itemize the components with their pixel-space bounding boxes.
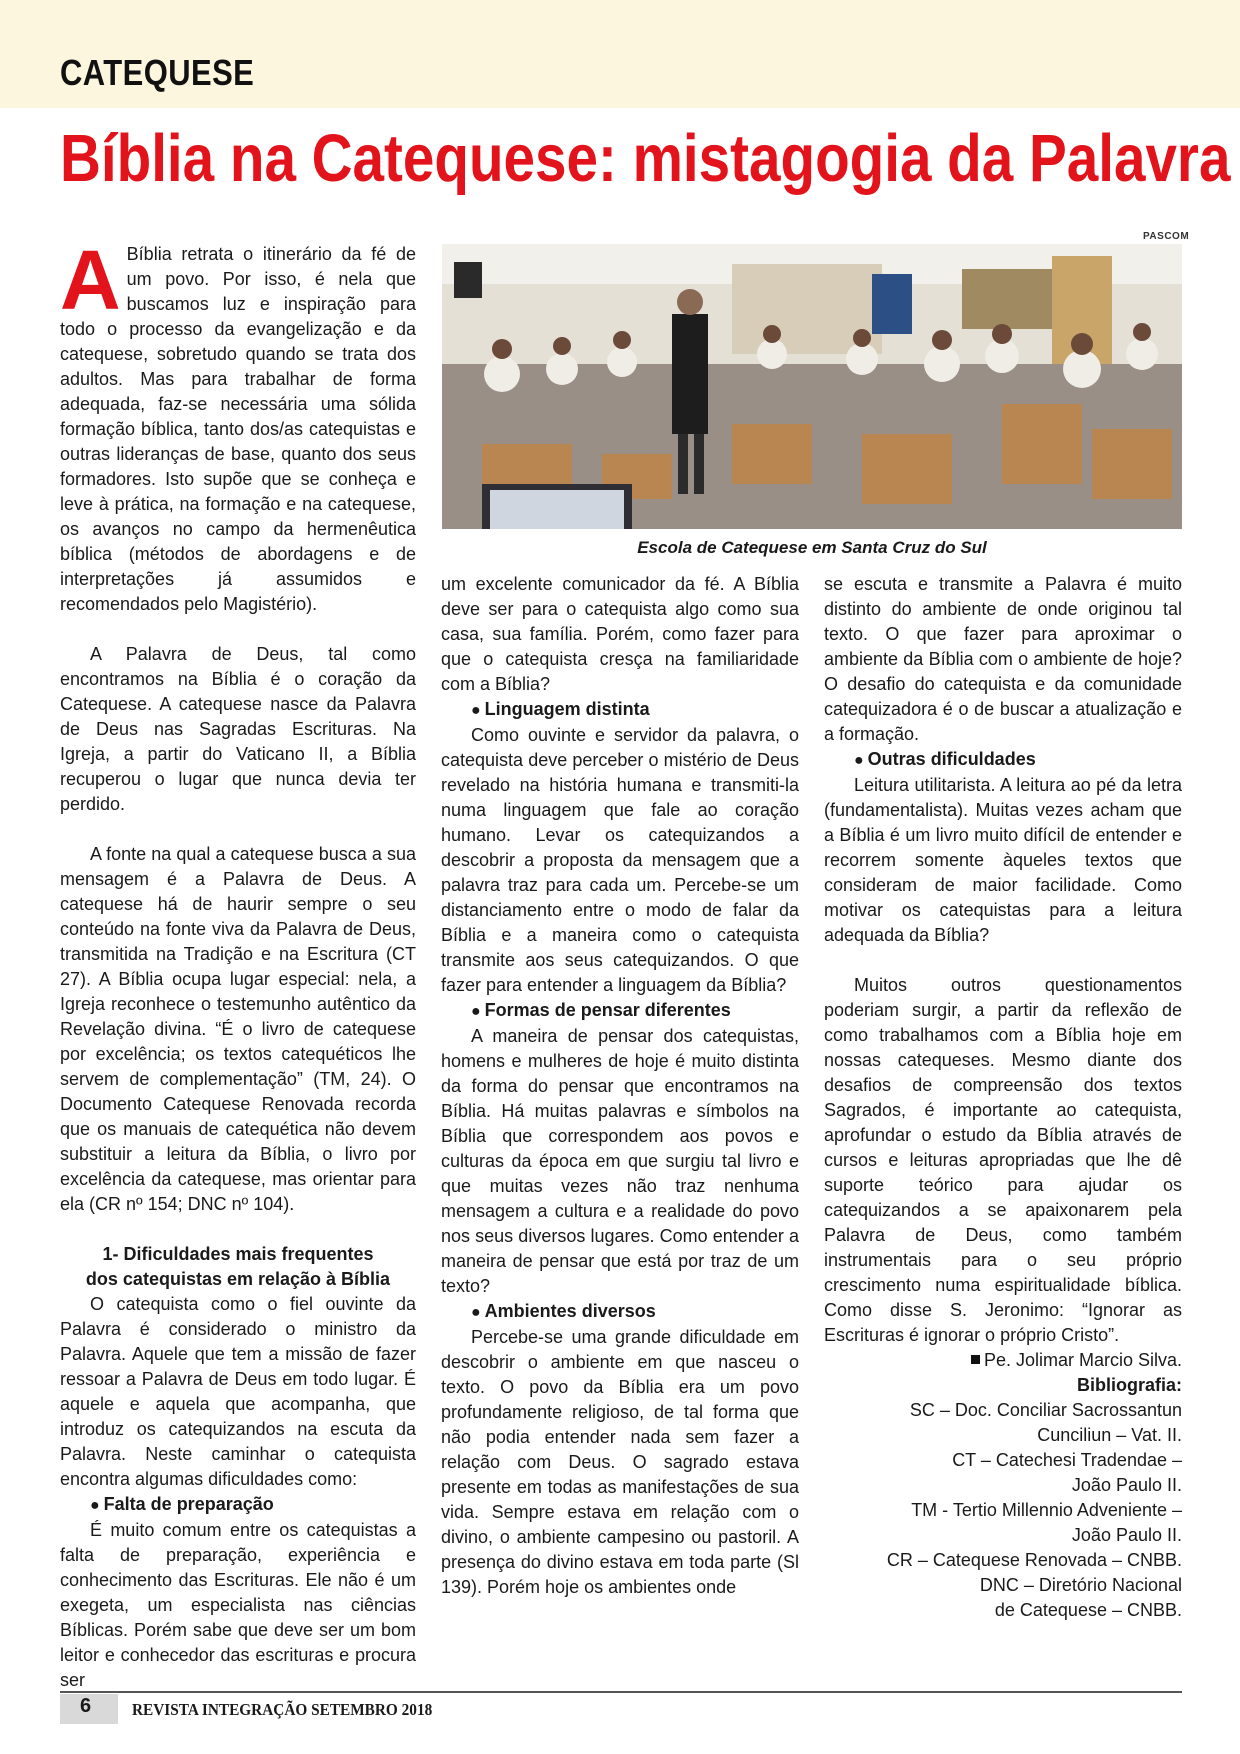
paragraph: se escuta e transmite a Palavra é muito distinto do ambiente de onde originou tal texto. O que fazer para aproximar o ambiente da Bíblia com o ambiente de hoje? O desafio do catequista e da comunidade catequizadora é o de buscar a atualização e a formação. [824, 574, 1182, 744]
subheading-text: Outras dificuldades [867, 749, 1036, 769]
bibliography-line: SC – Doc. Conciliar Sacrossantun [909, 1400, 1182, 1420]
subheading-text: Falta de preparação [103, 1494, 274, 1514]
section-heading-line: dos catequistas em relação à Bíblia [85, 1269, 391, 1289]
section-heading [60, 1242, 416, 1292]
column-3 [824, 572, 1182, 1623]
bibliography-line: João Paulo II. [1071, 1475, 1182, 1495]
bibliography-line: TM - Tertio Millennio Adveniente – [911, 1500, 1182, 1520]
drop-cap: A [60, 233, 121, 327]
page-number: 6 [80, 1695, 92, 1717]
column-1 [60, 233, 416, 1693]
bullet-icon: ● [854, 752, 864, 769]
subheading [60, 1492, 416, 1518]
paragraph: Como ouvinte e servidor da palavra, o catequista deve perceber o mistério de Deus revelado na história humana e transmiti-la numa linguagem que fale ao coração humano. Levar os catequizandos a descobrir a proposta da mensagem que a palavra traz para cada um. Percebe-se um distanciamento entre o modo de falar da Bíblia e a maneira como o catequista transmite aos seus catequizandos. O que fazer para entender a linguagem da Bíblia? [441, 725, 799, 995]
subheading-text: Linguagem distinta [484, 699, 650, 719]
bullet-icon: ● [90, 1497, 100, 1514]
photo-credit: PASCOM [1143, 231, 1190, 242]
paragraph: Muitos outros questionamentos poderiam surgir, a partir da reflexão de como trabalhamos com a Bíblia hoje em nossas catequeses. Mesmo diante dos desafios de compreensão dos textos Sagrados, é importante ao catequista, aprofundar o estudo da Bíblia através de cursos e leituras apropriadas que lhe dê suporte teórico para ajudar os catequizandos a se apaixonarem pela Palavra de Deus, como também instrumentais para o seu próprio crescimento numa espiritualidade bíblica. Como disse S. Jeronimo: “Ignorar as Escrituras é ignorar o próprio Cristo”. [824, 975, 1182, 1345]
author-name: Pe. Jolimar Marcio Silva. [983, 1350, 1182, 1370]
subheading [824, 747, 1182, 773]
paragraph: A fonte na qual a catequese busca a sua mensagem é a Palavra de Deus. A catequese há de haurir sempre o seu conteúdo na fonte viva da Palavra de Deus, transmitida na Tradição e na Escritura (CT 27). A Bíblia ocupa lugar especial: nela, a Igreja reconhece o testemunho autêntico da Revelação divina. “É o livro de catequese por excelência; os textos catequéticos lhe servem de complementação” (TM, 24). O Documento Catequese Renovada recorda que os manuais de catequética não devem substituir a leitura da Bíblia, o livro por excelência da catequese, mas orientar para ela (CR nº 154; DNC nº 104). [60, 844, 416, 1214]
bullet-icon: ● [471, 1003, 481, 1020]
footer-rule [60, 1691, 1182, 1693]
bibliography-line: CT – Catechesi Tradendae – [952, 1450, 1182, 1470]
subheading-text: Formas de pensar diferentes [484, 1000, 731, 1020]
bibliography-line: CR – Catequese Renovada – CNBB. [886, 1550, 1182, 1570]
bibliography-line: Cunciliun – Vat. II. [1037, 1425, 1182, 1445]
bibliography-title: Bibliografia: [1076, 1375, 1182, 1395]
bibliography-line: DNC – Diretório Nacional [979, 1575, 1182, 1595]
section-label: CATEQUESE [60, 52, 255, 93]
paragraph: Leitura utilitarista. A leitura ao pé da letra (fundamentalista). Muitas vezes acham que a Bíblia é um livro muito difícil de entender e recorrem somente àqueles textos que consideram de maior facilidade. Como motivar os catequistas para a leitura adequada da Bíblia? [824, 775, 1182, 945]
author-signature [824, 1348, 1182, 1373]
paragraph: O catequista como o fiel ouvinte da Palavra é considerado o ministro da Palavra. Aquele que tem a missão de fazer ressoar a Palavra de Deus em todo lugar. É aquele e aquela que acompanha, que introduz os catequizandos na escuta da Palavra. Neste caminhar o catequista encontra algumas dificuldades como: [60, 1294, 416, 1489]
bullet-icon: ● [471, 702, 481, 719]
bibliography-line: de Catequese – CNBB. [994, 1600, 1182, 1620]
classroom-photo [442, 244, 1182, 529]
square-bullet-icon [971, 1355, 980, 1364]
paragraph: um excelente comunicador da fé. A Bíblia deve ser para o catequista algo como sua casa, sua família. Porém, como fazer para que o catequista cresça na familiaridade com a Bíblia? [441, 574, 799, 694]
subheading [441, 1299, 799, 1325]
section-heading-line: 1- Dificuldades mais frequentes [102, 1244, 374, 1264]
paragraph: A maneira de pensar dos catequistas, homens e mulheres de hoje é muito distinta da forma do pensar que encontramos na Bíblia. Há muitas palavras e símbolos na Bíblia que correspondem aos povos e culturas da época em que surgiu tal livro e que muitas vezes não traz nenhuma mensagem a cultura e a realidade do povo nos seus diversos lugares. Como entender a maneira de pensar que está por traz de um texto? [441, 1026, 799, 1296]
paragraph-intro [60, 233, 416, 617]
paragraph: Percebe-se uma grande dificuldade em descobrir o ambiente em que nasceu o texto. O povo da Bíblia era um povo profundamente religioso, de tal forma que não podia entender nada sem fazer a relação com Deus. O sagrado estava presente em todas as manifestações de sua vida. Sempre estava em relação com o divino, o ambiente campesino ou pastoril. A presença do divino estava em toda parte (Sl 139). Porém hoje os ambientes onde [441, 1327, 799, 1597]
paragraph: É muito comum entre os catequistas a falta de preparação, experiência e conhecimento das Escrituras. Ele não é um exegeta, um especialista nas ciências Bíblicas. Porém sabe que deve ser um bom leitor e conhecedor das escrituras e procura ser [60, 1520, 416, 1690]
subheading [441, 998, 799, 1024]
paragraph: A Palavra de Deus, tal como encontramos na Bíblia é o coração da Catequese. A catequese nasce da Palavra de Deus nas Sagradas Escrituras. Na Igreja, a partir do Vaticano II, a Bíblia recuperou o lugar que nunca devia ter perdido. [60, 644, 416, 814]
photo-caption: Escola de Catequese em Santa Cruz do Sul [637, 538, 987, 557]
publication-name: REVISTA INTEGRAÇÃO SETEMBRO 2018 [132, 1700, 433, 1719]
subheading-text: Ambientes diversos [484, 1301, 656, 1321]
subheading [441, 697, 799, 723]
paragraph-intro-text: Bíblia retrata o itinerário da fé de um povo. Por isso, é nela que buscamos luz e inspiração para todo o processo da evangelização e da catequese, sobretudo quando se trata dos adultos. Mas para trabalhar de forma adequada, faz-se necessária uma sólida formação bíblica, tanto dos/as catequistas e outras lideranças de base, quanto dos seus formadores. Isto supõe que se conheça e leve à prática, na formação e na catequese, os avanços no campo da hermenêutica bíblica (métodos de abordagens e de interpretações já assumidos e recomendados pelo Magistério). [60, 244, 416, 614]
bullet-icon: ● [471, 1304, 481, 1321]
classroom-photo-illustration [442, 244, 1182, 529]
article-title: Bíblia na Catequese: mistagogia da Palavra [60, 121, 1231, 196]
column-2 [441, 572, 799, 1600]
bibliography-line: João Paulo II. [1071, 1525, 1182, 1545]
